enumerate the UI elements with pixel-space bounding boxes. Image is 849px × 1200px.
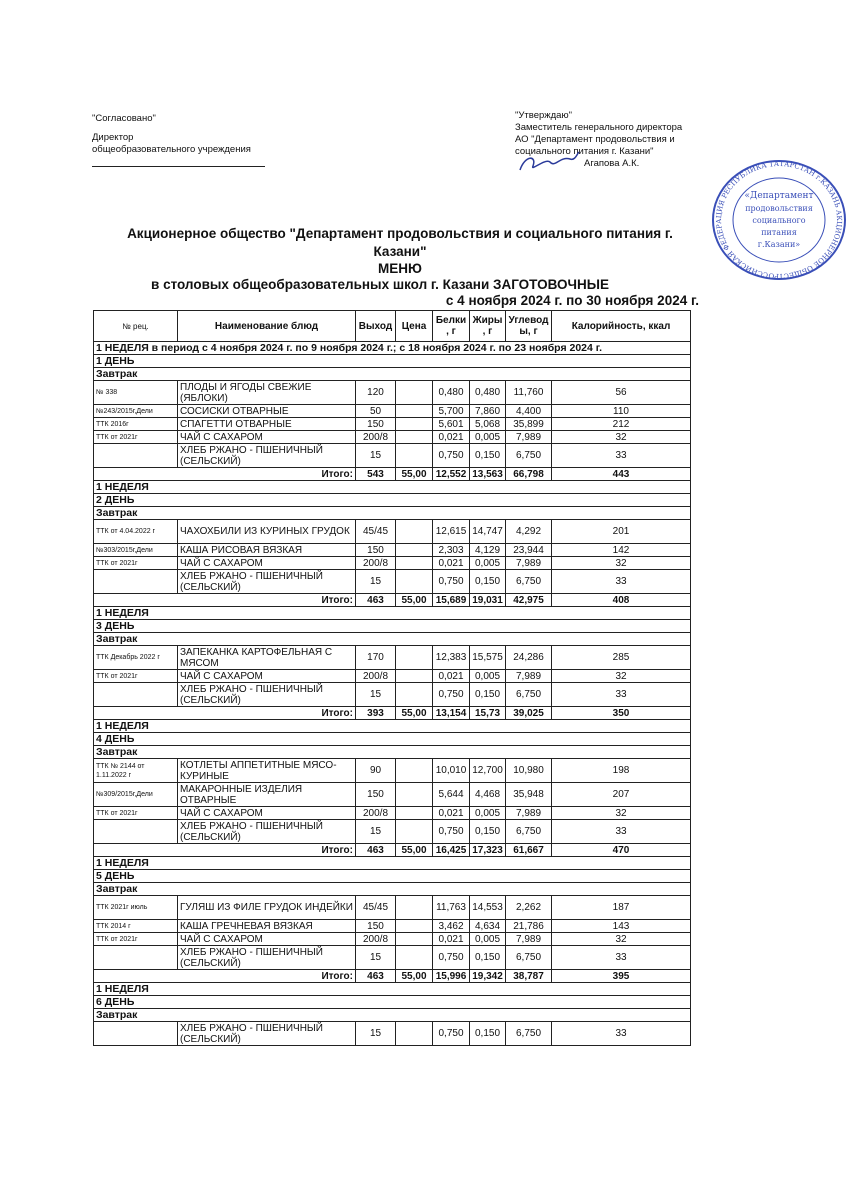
section-label: 4 ДЕНЬ — [94, 733, 691, 746]
dish-row — [94, 759, 691, 783]
total-price: 55,00 — [396, 468, 433, 481]
menu-subtitle: в столовых общеобразовательных школ г. Казани ЗАГОТОВОЧНЫЕ — [151, 277, 609, 292]
section-label: 5 ДЕНЬ — [94, 870, 691, 883]
recipe-ref: ТТК 2021г июль — [94, 896, 178, 920]
total-carbs: 42,975 — [506, 594, 552, 607]
dish-name: ЧАЙ С САХАРОМ — [178, 807, 356, 820]
dish-fat: 0,480 — [470, 381, 506, 405]
stamp-line-2: продовольствия — [745, 204, 813, 213]
dish-name: МАКАРОННЫЕ ИЗДЕЛИЯ ОТВАРНЫЕ — [178, 783, 356, 807]
section-row — [94, 607, 691, 620]
dish-calories: 56 — [552, 381, 691, 405]
dish-carbs: 7,989 — [506, 431, 552, 444]
recipe-ref: ТТК от 2021г — [94, 670, 178, 683]
dish-row — [94, 896, 691, 920]
section-row — [94, 733, 691, 746]
section-label: 6 ДЕНЬ — [94, 996, 691, 1009]
menu-period: с 4 ноября 2024 г. по 30 ноября 2024 г. — [445, 293, 699, 308]
dish-carbs: 7,989 — [506, 670, 552, 683]
agreed-label: "Согласовано" — [92, 113, 156, 124]
dish-calories: 198 — [552, 759, 691, 783]
official-stamp — [712, 160, 846, 280]
total-calories: 408 — [552, 594, 691, 607]
dish-fat: 0,005 — [470, 807, 506, 820]
col-ref: № рец. — [94, 311, 178, 342]
dish-output: 200/8 — [356, 807, 396, 820]
approve-label: "Утверждаю" — [515, 110, 572, 121]
dish-carbs: 10,980 — [506, 759, 552, 783]
col-output: Выход — [356, 311, 396, 342]
section-row — [94, 857, 691, 870]
dish-output: 15 — [356, 444, 396, 468]
dish-row — [94, 418, 691, 431]
recipe-ref: ТТК от 2021г — [94, 807, 178, 820]
recipe-ref — [94, 444, 178, 468]
dish-output: 150 — [356, 544, 396, 557]
dish-row — [94, 946, 691, 970]
col-price: Цена — [396, 311, 433, 342]
dish-calories: 201 — [552, 520, 691, 544]
approver-org-2: социального питания г. Казани" — [515, 146, 654, 157]
total-output: 463 — [356, 844, 396, 857]
dish-name: ХЛЕБ РЖАНО - ПШЕНИЧНЫЙ (СЕЛЬСКИЙ) — [178, 570, 356, 594]
total-carbs: 39,025 — [506, 707, 552, 720]
total-output: 393 — [356, 707, 396, 720]
dish-row — [94, 807, 691, 820]
dish-name: КАША ГРЕЧНЕВАЯ ВЯЗКАЯ — [178, 920, 356, 933]
col-calories: Калорийность, ккал — [552, 311, 691, 342]
dish-fat: 12,700 — [470, 759, 506, 783]
section-label: 1 НЕДЕЛЯ — [94, 857, 691, 870]
dish-protein: 0,750 — [433, 1022, 470, 1046]
section-label: Завтрак — [94, 883, 691, 896]
dish-carbs: 7,989 — [506, 933, 552, 946]
dish-calories: 33 — [552, 1022, 691, 1046]
signature — [515, 150, 581, 174]
section-label: Завтрак — [94, 746, 691, 759]
stamp-ring-text: РОССИЙСКАЯ ФЕДЕРАЦИЯ РЕСПУБЛИКА ТАТАРСТАН г.КАЗАНЬ АКЦИОНЕРНОЕ ОБЩЕСТ — [715, 160, 844, 280]
section-row — [94, 746, 691, 759]
approver-position: Заместитель генерального директора — [515, 122, 683, 133]
approver-org: АО "Департамент продовольствия и — [515, 134, 675, 145]
section-row — [94, 342, 691, 355]
dish-protein: 3,462 — [433, 920, 470, 933]
dish-price — [396, 557, 433, 570]
dish-fat: 0,150 — [470, 444, 506, 468]
dish-price — [396, 759, 433, 783]
section-label: 1 НЕДЕЛЯ в период с 4 ноября 2024 г. по 9 ноября 2024 г.; с 18 ноября 2024 г. по 23 ноября 2024 г. — [94, 342, 691, 355]
section-label: Завтрак — [94, 507, 691, 520]
total-calories: 470 — [552, 844, 691, 857]
dish-fat: 15,575 — [470, 646, 506, 670]
section-row — [94, 633, 691, 646]
dish-name: ЗАПЕКАНКА КАРТОФЕЛЬНАЯ С МЯСОМ — [178, 646, 356, 670]
total-price: 55,00 — [396, 970, 433, 983]
dish-name: ПЛОДЫ И ЯГОДЫ СВЕЖИЕ (ЯБЛОКИ) — [178, 381, 356, 405]
dish-row — [94, 544, 691, 557]
dish-row — [94, 646, 691, 670]
dish-name: ХЛЕБ РЖАНО - ПШЕНИЧНЫЙ (СЕЛЬСКИЙ) — [178, 946, 356, 970]
dish-output: 200/8 — [356, 933, 396, 946]
total-calories: 443 — [552, 468, 691, 481]
total-row — [94, 594, 691, 607]
dish-output: 90 — [356, 759, 396, 783]
dish-output: 45/45 — [356, 520, 396, 544]
total-price: 55,00 — [396, 844, 433, 857]
total-fat: 17,323 — [470, 844, 506, 857]
total-output: 463 — [356, 970, 396, 983]
dish-price — [396, 520, 433, 544]
section-label: 1 ДЕНЬ — [94, 355, 691, 368]
dish-name: ЧАХОХБИЛИ ИЗ КУРИНЫХ ГРУДОК — [178, 520, 356, 544]
total-fat: 19,342 — [470, 970, 506, 983]
dish-row — [94, 557, 691, 570]
approver-name: Агапова А.К. — [584, 158, 640, 169]
total-carbs: 61,667 — [506, 844, 552, 857]
dish-calories: 33 — [552, 570, 691, 594]
dish-output: 15 — [356, 820, 396, 844]
section-row — [94, 996, 691, 1009]
dish-carbs: 2,262 — [506, 896, 552, 920]
dish-price — [396, 807, 433, 820]
dish-fat: 0,150 — [470, 683, 506, 707]
total-carbs: 66,798 — [506, 468, 552, 481]
dish-fat: 0,150 — [470, 570, 506, 594]
dish-name: ЧАЙ С САХАРОМ — [178, 431, 356, 444]
section-row — [94, 870, 691, 883]
dish-name: ЧАЙ С САХАРОМ — [178, 670, 356, 683]
section-row — [94, 368, 691, 381]
dish-name: СОСИСКИ ОТВАРНЫЕ — [178, 405, 356, 418]
dish-price — [396, 670, 433, 683]
dish-protein: 0,021 — [433, 670, 470, 683]
dish-name: ГУЛЯШ ИЗ ФИЛЕ ГРУДОК ИНДЕЙКИ — [178, 896, 356, 920]
dish-carbs: 4,292 — [506, 520, 552, 544]
section-label: 1 НЕДЕЛЯ — [94, 481, 691, 494]
total-row — [94, 707, 691, 720]
total-price: 55,00 — [396, 594, 433, 607]
dish-price — [396, 783, 433, 807]
dish-calories: 33 — [552, 444, 691, 468]
total-label: Итого: — [94, 970, 356, 983]
dish-protein: 11,763 — [433, 896, 470, 920]
dish-price — [396, 444, 433, 468]
col-fat: Жиры, г — [470, 311, 506, 342]
table-header — [94, 311, 691, 342]
section-label: 1 НЕДЕЛЯ — [94, 720, 691, 733]
dish-name: ЧАЙ С САХАРОМ — [178, 933, 356, 946]
dish-protein: 2,303 — [433, 544, 470, 557]
org-title-2: Казани" — [373, 244, 427, 259]
dish-carbs: 6,750 — [506, 946, 552, 970]
dish-price — [396, 933, 433, 946]
dish-name: СПАГЕТТИ ОТВАРНЫЕ — [178, 418, 356, 431]
dish-protein: 12,383 — [433, 646, 470, 670]
recipe-ref: № 338 — [94, 381, 178, 405]
dish-calories: 32 — [552, 933, 691, 946]
dish-protein: 0,750 — [433, 946, 470, 970]
total-row — [94, 844, 691, 857]
dish-fat: 0,005 — [470, 557, 506, 570]
total-protein: 13,154 — [433, 707, 470, 720]
recipe-ref: ТТК 2014 г — [94, 920, 178, 933]
dish-name: ХЛЕБ РЖАНО - ПШЕНИЧНЫЙ (СЕЛЬСКИЙ) — [178, 820, 356, 844]
dish-fat: 0,005 — [470, 431, 506, 444]
dish-calories: 32 — [552, 431, 691, 444]
recipe-ref: ТТК от 4.04.2022 г — [94, 520, 178, 544]
recipe-ref — [94, 820, 178, 844]
dish-output: 170 — [356, 646, 396, 670]
recipe-ref — [94, 946, 178, 970]
dish-output: 15 — [356, 946, 396, 970]
dish-output: 120 — [356, 381, 396, 405]
dish-price — [396, 431, 433, 444]
dish-name: КАША РИСОВАЯ ВЯЗКАЯ — [178, 544, 356, 557]
dish-carbs: 35,948 — [506, 783, 552, 807]
recipe-ref: ТТК от 2021г — [94, 431, 178, 444]
dish-fat: 4,468 — [470, 783, 506, 807]
dish-fat: 0,005 — [470, 670, 506, 683]
recipe-ref: ТТК № 2144 от 1.11.2022 г — [94, 759, 178, 783]
dish-carbs: 11,760 — [506, 381, 552, 405]
dish-price — [396, 896, 433, 920]
dish-protein: 10,010 — [433, 759, 470, 783]
total-label: Итого: — [94, 468, 356, 481]
dish-calories: 33 — [552, 946, 691, 970]
dish-calories: 212 — [552, 418, 691, 431]
section-row — [94, 355, 691, 368]
dish-calories: 32 — [552, 557, 691, 570]
dish-row — [94, 570, 691, 594]
table-body — [94, 342, 691, 1046]
section-label: Завтрак — [94, 633, 691, 646]
menu-table — [93, 310, 691, 1046]
dish-protein: 0,021 — [433, 557, 470, 570]
dish-output: 45/45 — [356, 896, 396, 920]
dish-name: ЧАЙ С САХАРОМ — [178, 557, 356, 570]
total-carbs: 38,787 — [506, 970, 552, 983]
stamp-line-3: социального — [752, 216, 806, 225]
total-row — [94, 970, 691, 983]
dish-carbs: 6,750 — [506, 1022, 552, 1046]
dish-carbs: 6,750 — [506, 570, 552, 594]
dish-carbs: 21,786 — [506, 920, 552, 933]
dish-price — [396, 920, 433, 933]
dish-name: ХЛЕБ РЖАНО - ПШЕНИЧНЫЙ (СЕЛЬСКИЙ) — [178, 444, 356, 468]
dish-row — [94, 444, 691, 468]
dish-row — [94, 670, 691, 683]
dish-row — [94, 520, 691, 544]
recipe-ref: ТТК Декабрь 2022 г — [94, 646, 178, 670]
dish-output: 50 — [356, 405, 396, 418]
dish-calories: 143 — [552, 920, 691, 933]
col-name: Наименование блюд — [178, 311, 356, 342]
dish-carbs: 6,750 — [506, 820, 552, 844]
menu-title: МЕНЮ — [378, 261, 422, 276]
total-label: Итого: — [94, 707, 356, 720]
section-row — [94, 507, 691, 520]
dish-protein: 0,480 — [433, 381, 470, 405]
dish-row — [94, 783, 691, 807]
dish-fat: 0,150 — [470, 820, 506, 844]
dish-output: 15 — [356, 570, 396, 594]
dish-output: 15 — [356, 1022, 396, 1046]
dish-row — [94, 381, 691, 405]
recipe-ref — [94, 683, 178, 707]
dish-protein: 0,021 — [433, 933, 470, 946]
dish-carbs: 24,286 — [506, 646, 552, 670]
total-fat: 13,563 — [470, 468, 506, 481]
total-calories: 395 — [552, 970, 691, 983]
dish-row — [94, 431, 691, 444]
recipe-ref: ТТК 2016г — [94, 418, 178, 431]
recipe-ref — [94, 1022, 178, 1046]
total-calories: 350 — [552, 707, 691, 720]
dish-output: 15 — [356, 683, 396, 707]
dish-fat: 0,150 — [470, 1022, 506, 1046]
dish-calories: 142 — [552, 544, 691, 557]
dish-price — [396, 820, 433, 844]
total-fat: 15,73 — [470, 707, 506, 720]
dish-name: ХЛЕБ РЖАНО - ПШЕНИЧНЫЙ (СЕЛЬСКИЙ) — [178, 1022, 356, 1046]
dish-price — [396, 544, 433, 557]
dish-carbs: 7,989 — [506, 807, 552, 820]
dish-protein: 0,750 — [433, 570, 470, 594]
dish-protein: 5,644 — [433, 783, 470, 807]
dish-output: 150 — [356, 920, 396, 933]
dish-protein: 0,750 — [433, 683, 470, 707]
dish-calories: 207 — [552, 783, 691, 807]
dish-name: ХЛЕБ РЖАНО - ПШЕНИЧНЫЙ (СЕЛЬСКИЙ) — [178, 683, 356, 707]
recipe-ref: ТТК от 2021г — [94, 557, 178, 570]
dish-fat: 0,005 — [470, 933, 506, 946]
section-row — [94, 1009, 691, 1022]
section-label: 2 ДЕНЬ — [94, 494, 691, 507]
dish-protein: 0,750 — [433, 820, 470, 844]
dish-protein: 5,700 — [433, 405, 470, 418]
dish-price — [396, 418, 433, 431]
section-row — [94, 983, 691, 996]
dish-fat: 7,860 — [470, 405, 506, 418]
total-protein: 15,689 — [433, 594, 470, 607]
dish-fat: 4,129 — [470, 544, 506, 557]
total-fat: 19,031 — [470, 594, 506, 607]
signature-line — [92, 166, 265, 167]
col-protein: Белки, г — [433, 311, 470, 342]
dish-output: 150 — [356, 783, 396, 807]
section-label: 3 ДЕНЬ — [94, 620, 691, 633]
dish-fat: 0,150 — [470, 946, 506, 970]
dish-protein: 12,615 — [433, 520, 470, 544]
total-row — [94, 468, 691, 481]
section-row — [94, 620, 691, 633]
recipe-ref: ТТК от 2021г — [94, 933, 178, 946]
dish-fat: 14,553 — [470, 896, 506, 920]
dish-output: 200/8 — [356, 431, 396, 444]
dish-protein: 0,750 — [433, 444, 470, 468]
dish-calories: 33 — [552, 820, 691, 844]
section-label: Завтрак — [94, 368, 691, 381]
dish-name: КОТЛЕТЫ АППЕТИТНЫЕ МЯСО-КУРИНЫЕ — [178, 759, 356, 783]
dish-calories: 187 — [552, 896, 691, 920]
org-title: Акционерное общество "Департамент продовольствия и социального питания г. — [127, 226, 673, 241]
dish-price — [396, 646, 433, 670]
dish-carbs: 7,989 — [506, 557, 552, 570]
dish-protein: 5,601 — [433, 418, 470, 431]
dish-output: 200/8 — [356, 557, 396, 570]
col-carbs: Углеводы, г — [506, 311, 552, 342]
dish-row — [94, 405, 691, 418]
total-protein: 15,996 — [433, 970, 470, 983]
dish-calories: 32 — [552, 670, 691, 683]
director-title: Директор — [92, 132, 134, 143]
total-protein: 16,425 — [433, 844, 470, 857]
recipe-ref: №309/2015г,Дели — [94, 783, 178, 807]
dish-row — [94, 933, 691, 946]
dish-price — [396, 1022, 433, 1046]
total-price: 55,00 — [396, 707, 433, 720]
dish-carbs: 35,899 — [506, 418, 552, 431]
dish-fat: 4,634 — [470, 920, 506, 933]
total-label: Итого: — [94, 594, 356, 607]
dish-output: 200/8 — [356, 670, 396, 683]
dish-row — [94, 683, 691, 707]
dish-output: 150 — [356, 418, 396, 431]
dish-carbs: 6,750 — [506, 444, 552, 468]
dish-calories: 110 — [552, 405, 691, 418]
stamp-line-1: «Департамент — [744, 191, 814, 201]
dish-protein: 0,021 — [433, 431, 470, 444]
dish-price — [396, 570, 433, 594]
dish-price — [396, 405, 433, 418]
dish-price — [396, 946, 433, 970]
dish-row — [94, 820, 691, 844]
stamp-line-4: питания — [761, 228, 797, 237]
total-output: 543 — [356, 468, 396, 481]
total-output: 463 — [356, 594, 396, 607]
dish-row — [94, 920, 691, 933]
dish-protein: 0,021 — [433, 807, 470, 820]
dish-price — [396, 683, 433, 707]
dish-carbs: 4,400 — [506, 405, 552, 418]
section-label: 1 НЕДЕЛЯ — [94, 983, 691, 996]
dish-fat: 5,068 — [470, 418, 506, 431]
director-org: общеобразовательного учреждения — [92, 144, 251, 155]
section-label: 1 НЕДЕЛЯ — [94, 607, 691, 620]
total-protein: 12,552 — [433, 468, 470, 481]
total-label: Итого: — [94, 844, 356, 857]
section-label: Завтрак — [94, 1009, 691, 1022]
dish-carbs: 23,944 — [506, 544, 552, 557]
section-row — [94, 720, 691, 733]
section-row — [94, 494, 691, 507]
dish-row — [94, 1022, 691, 1046]
dish-price — [396, 381, 433, 405]
section-row — [94, 883, 691, 896]
dish-calories: 33 — [552, 683, 691, 707]
recipe-ref: №243/2015г,Дели — [94, 405, 178, 418]
recipe-ref — [94, 570, 178, 594]
section-row — [94, 481, 691, 494]
dish-fat: 14,747 — [470, 520, 506, 544]
dish-calories: 32 — [552, 807, 691, 820]
stamp-line-5: г.Казани» — [757, 240, 801, 249]
dish-carbs: 6,750 — [506, 683, 552, 707]
dish-calories: 285 — [552, 646, 691, 670]
recipe-ref: №303/2015г,Дели — [94, 544, 178, 557]
